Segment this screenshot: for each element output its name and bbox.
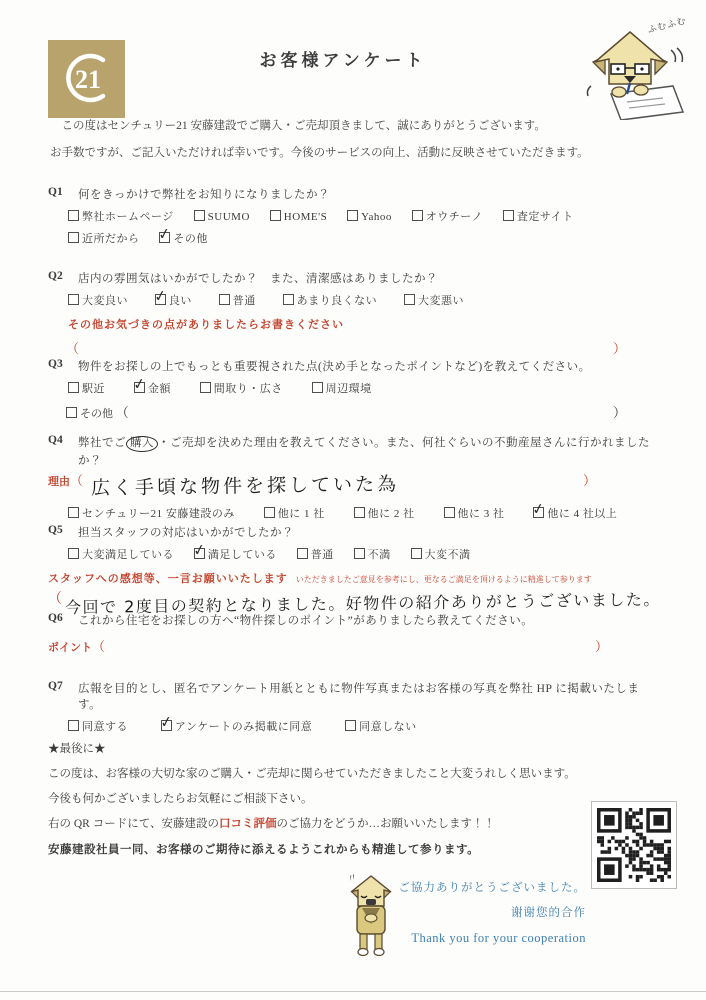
qr-request-after: のご協力をどうか…お願いいたします！！ [276, 818, 495, 830]
checkbox-label: 弊社ホームページ [82, 211, 174, 223]
checkbox-label: 間取り・広さ [213, 383, 283, 395]
checkbox-label: 他に 4 社以上 [547, 507, 618, 520]
checkbox-kingaku[interactable] [134, 382, 145, 393]
century21-logo [48, 40, 125, 118]
question-6 [48, 612, 662, 655]
mascot-bowing-dog [346, 872, 396, 962]
checkbox-ouchino[interactable] [412, 210, 423, 221]
checkbox-label: 駅近 [82, 383, 105, 395]
thanks-english: Thank you for your cooperation [411, 931, 586, 945]
mascot-writing-dog-drawing [575, 28, 687, 120]
checkbox-label: 満足している [207, 549, 277, 561]
checkbox-3sha[interactable] [444, 507, 455, 518]
q5-option-normal [297, 549, 334, 561]
q5-option-taihenfuman [411, 549, 471, 561]
q1-option-kinjo [68, 233, 140, 245]
q3-text: 物件をお探しの上でもっとも重要視された点(決め手となったポイントなど)を教えてください。 [78, 361, 591, 373]
q4-text [78, 434, 662, 468]
checkbox-suumo[interactable] [194, 210, 205, 221]
q2-option-verybad [404, 295, 464, 307]
q5-note-small: いただきましたご意見を参考にし、更なるご満足を頂けるように精進して参ります [295, 575, 592, 584]
q2-option-normal [219, 295, 256, 307]
q3-option-kingaku [134, 383, 171, 395]
q1-option-ouchino [412, 211, 483, 223]
logo-21-text: 21 [75, 65, 101, 94]
close-paren: ） [594, 639, 608, 654]
q3-number: Q3 [48, 358, 63, 370]
q4-reason-answer: 広く手頃な物件を探していた為 [90, 472, 400, 500]
qr-code [591, 801, 677, 889]
checkbox-label: 不満 [367, 549, 391, 561]
q4-text-after: ・ご売却を決めた理由を教えてください。また、何社ぐらいの不動産屋さんに行かれましたか？ [78, 437, 650, 467]
checkbox-satisfied[interactable] [194, 548, 205, 559]
qr-request-line [48, 815, 588, 831]
checkbox-label: 普通 [232, 295, 256, 307]
checkbox-label: HOME'S [283, 211, 328, 223]
q4-option-2sha [354, 508, 415, 520]
checkbox-label: 同意する [82, 721, 128, 733]
checkbox-label: センチュリー21 安藤建設のみ [82, 507, 235, 520]
open-paren: （ [48, 592, 62, 607]
checkbox-label: 良い [168, 295, 192, 307]
checkbox-2sha[interactable] [354, 507, 365, 518]
close-paren: ） [582, 472, 596, 488]
q4-option-3sha [444, 508, 505, 520]
question-1 [48, 186, 662, 246]
checkbox-label: 周辺環境 [325, 383, 372, 395]
intro-paragraph [50, 113, 665, 167]
q1-option-other [159, 233, 208, 245]
checkbox-kinjo[interactable] [68, 232, 79, 243]
checkbox-yahoo[interactable] [347, 210, 358, 221]
q3-option-ekichika [68, 383, 105, 395]
checkbox-4sha[interactable] [533, 507, 544, 518]
q2-answer-field[interactable] [66, 338, 626, 357]
open-paren: （ [115, 405, 129, 420]
q5-text: 担当スタッフの対応はいかがでしたか？ [78, 527, 294, 539]
q7-option-disagree [345, 721, 417, 733]
q2-option-verygood [68, 295, 128, 307]
q7-option-survey-only [161, 721, 312, 733]
q1-option-homepage [68, 211, 174, 223]
q5-option-fuman [354, 549, 391, 561]
closing-line-2: 今後も何かございましたらお気軽にご相談下さい。 [48, 793, 313, 805]
q7-number: Q7 [48, 680, 63, 692]
q4-text-before: 弊社でご [78, 437, 126, 449]
q4-circled-purchase: 購入 [126, 436, 158, 452]
checkbox-other[interactable] [159, 232, 170, 243]
checkbox-madori[interactable] [200, 382, 211, 393]
q2-free-comment-note: その他お気づきの点がありましたらお書きください [68, 319, 344, 331]
checkbox-label: 同意しない [359, 721, 417, 733]
checkbox-shuhen[interactable] [312, 382, 323, 393]
q2-text: 店内の雰囲気はいかがでしたか？ また、清潔感はありましたか？ [78, 273, 438, 285]
q5-option-satisfied [194, 549, 277, 561]
mascot-caption: ふむふむ [646, 16, 688, 36]
q1-option-suumo [194, 211, 250, 223]
intro-line-2: お手数ですが、ご記入いただければ幸いです。今後のサービスの向上、活動に反映させていただきます。 [50, 147, 589, 159]
q5-note-big: スタッフへの感想等、一言お願いいたします [48, 573, 288, 585]
closing-bold-line: 安藤建設社員一同、お客様のご期待に添えるようこれからも精進して参ります。 [48, 844, 480, 856]
checkbox-label: 他に 1 社 [277, 507, 325, 520]
checkbox-agree[interactable] [68, 720, 79, 731]
checkbox-verygood[interactable] [68, 294, 79, 305]
thanks-japanese: ご協力ありがとうございました。 [398, 882, 586, 894]
q5-comment-note [48, 570, 662, 586]
checkbox-verysatisfied[interactable] [68, 548, 79, 559]
q4-option-1sha [264, 508, 325, 520]
checkbox-label: Yahoo [361, 211, 392, 223]
checkbox-label: 査定サイト [516, 211, 574, 223]
qr-request-highlight: 口コミ評価 [219, 818, 277, 830]
checkbox-q5-normal[interactable] [297, 548, 308, 559]
q1-option-satei [503, 211, 574, 223]
q3-option-shuhen [312, 383, 372, 395]
q3-other-option [66, 402, 138, 421]
checkbox-taihenfuman[interactable] [411, 548, 422, 559]
close-paren: ） [612, 341, 626, 356]
mascot-writing-dog [575, 18, 693, 120]
checkbox-label: 大変不満 [424, 549, 471, 561]
q2-number: Q2 [48, 270, 63, 282]
checkbox-label: オウチーノ [425, 211, 484, 223]
q7-text: 広報を目的とし、匿名でアンケート用紙とともに物件写真またはお客様の写真を弊社 HP に掲載いたします。 [78, 683, 640, 711]
q4-option-4sha [533, 508, 617, 520]
svg-text:〃: 〃 [346, 872, 360, 886]
checkbox-label: 大変悪い [418, 295, 464, 307]
page-title: お客様アンケート [259, 51, 427, 70]
checkbox-label: 普通 [310, 549, 334, 561]
checkbox-label: アンケートのみ掲載に同意 [174, 721, 313, 733]
checkbox-label: その他 [173, 233, 208, 245]
checkbox-label: 他に 3 社 [457, 507, 505, 520]
checkbox-satei[interactable] [503, 210, 514, 221]
checkbox-label: 大変良い [82, 295, 128, 307]
checkbox-label: あまり良くない [296, 295, 378, 307]
checkbox-verybad[interactable] [404, 294, 415, 305]
q4-number: Q4 [48, 434, 63, 446]
question-7 [48, 680, 662, 734]
q6-number: Q6 [48, 612, 63, 624]
q5-answer-text: 今回で 2度目の契約となりました。好物件の紹介ありがとうございました。 [64, 589, 661, 618]
q4-reason-label: 理由（ [48, 472, 84, 488]
thanks-chinese: 谢谢您的合作 [511, 907, 586, 919]
checkbox-normal[interactable] [219, 294, 230, 305]
closing-line-1: この度は、お客様の大切な家のご購入・ご売却に関らせていただきましたこと大変うれしく思います。 [48, 768, 576, 780]
checkbox-good[interactable] [155, 294, 166, 305]
q1-option-yahoo [347, 211, 392, 223]
checkbox-label: 大変満足している [82, 549, 174, 561]
close-paren: ） [612, 405, 626, 420]
qr-request-before: 右の QR コードにて、安藤建設の [48, 818, 219, 830]
q5-option-verysatisfied [68, 549, 174, 561]
checkbox-homes[interactable] [270, 210, 281, 221]
checkbox-notgood[interactable] [283, 294, 294, 305]
q4-option-only-ando [68, 508, 235, 520]
checkbox-q3-other[interactable] [66, 407, 77, 418]
question-3 [48, 358, 662, 421]
checkbox-ekichika[interactable] [68, 382, 79, 393]
q2-option-good [155, 295, 192, 307]
open-paren: （ [66, 341, 80, 356]
closing-star: ★最後に★ [48, 743, 106, 755]
checkbox-survey-only[interactable] [161, 720, 172, 731]
q1-number: Q1 [48, 186, 63, 198]
intro-line-1: この度はセンチュリー21 安藤建設でご購入・ご売却頂きまして、誠にありがとうございます。 [50, 120, 546, 132]
checkbox-label: 近所だから [82, 233, 140, 245]
q5-number: Q5 [48, 524, 63, 536]
q6-point-label: ポイント（ [48, 639, 106, 654]
checkbox-label: 金額 [147, 383, 171, 395]
thanks-block [399, 876, 587, 951]
q1-text: 何をきっかけで弊社をお知りになりましたか？ [78, 189, 330, 201]
question-2 [48, 270, 662, 357]
q1-option-homes [270, 211, 328, 223]
paper-bottom-edge [0, 991, 706, 992]
checkbox-label: その他 [80, 408, 113, 420]
checkbox-disagree[interactable] [345, 720, 356, 731]
checkbox-label: SUUMO [207, 211, 250, 223]
checkbox-only-ando[interactable] [68, 507, 79, 518]
question-4 [48, 434, 662, 521]
checkbox-label: 他に 2 社 [367, 507, 415, 520]
checkbox-1sha[interactable] [264, 507, 275, 518]
q3-option-madori [200, 383, 283, 395]
q2-option-notgood [283, 295, 378, 307]
checkbox-homepage[interactable] [68, 210, 79, 221]
q6-text: これから住宅をお探しの方へ“物件探しのポイント”がありましたら教えてください。 [78, 615, 534, 627]
checkbox-fuman[interactable] [354, 548, 365, 559]
closing-message [48, 737, 608, 812]
q7-option-agree [68, 721, 128, 733]
